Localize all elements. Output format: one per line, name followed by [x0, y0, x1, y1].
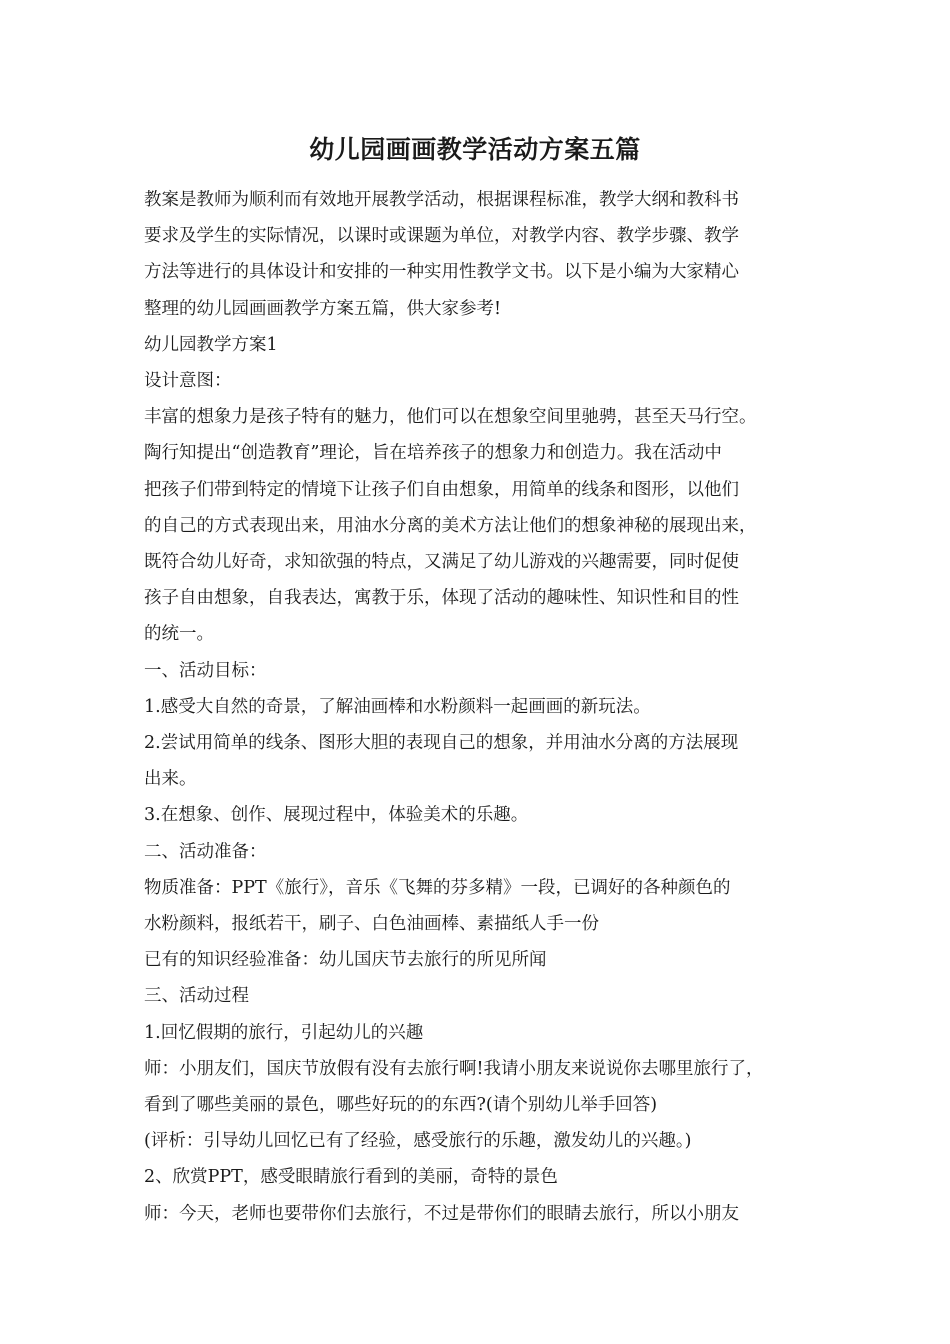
text-line: 看到了哪些美丽的景色，哪些好玩的的东西?(请个别幼儿举手回答)	[144, 1095, 658, 1116]
text-line: 3.在想象、创作、展现过程中，体验美术的乐趣。	[144, 805, 529, 826]
text-line: 设计意图：	[144, 371, 232, 392]
text-line: 孩子自由想象，自我表达，寓教于乐，体现了活动的趣味性、知识性和目的性	[144, 588, 739, 609]
text-line: 水粉颜料，报纸若干，刷子、白色油画棒、素描纸人手一份	[144, 914, 599, 935]
text-line: 1.回忆假期的旅行，引起幼儿的兴趣	[144, 1022, 424, 1043]
text-line: 1.感受大自然的奇景，了解油画棒和水粉颜料一起画画的新玩法。	[144, 696, 651, 717]
text-line: 物质准备：PPT《旅行》，音乐《飞舞的芬多精》一段，已调好的各种颜色的	[144, 877, 731, 898]
text-line: 三、活动过程	[144, 986, 249, 1007]
text-line: 要求及学生的实际情况，以课时或课题为单位，对教学内容、教学步骤、教学	[144, 226, 739, 247]
text-line: 既符合幼儿好奇，求知欲强的特点，又满足了幼儿游戏的兴趣需要，同时促使	[144, 552, 739, 573]
text-line: 的统一。	[144, 624, 214, 645]
text-line: 出来。	[144, 769, 197, 790]
text-line: 陶行知提出“创造教育”理论，旨在培养孩子的想象力和创造力。我在活动中	[144, 443, 722, 464]
text-line: 方法等进行的具体设计和安排的一种实用性教学文书。以下是小编为大家精心	[144, 262, 739, 283]
text-line: 一、活动目标：	[144, 660, 267, 681]
text-line: 师：小朋友们，国庆节放假有没有去旅行啊!我请小朋友来说说你去哪里旅行了，	[144, 1058, 764, 1079]
text-line: 师：今天，老师也要带你们去旅行，不过是带你们的眼睛去旅行，所以小朋友	[144, 1203, 739, 1224]
document-title: 幼儿园画画教学活动方案五篇	[309, 135, 641, 164]
text-line: 幼儿园教学方案1	[144, 334, 278, 355]
text-line: 2、欣赏PPT，感受眼睛旅行看到的美丽，奇特的景色	[144, 1167, 558, 1188]
text-line: (评析：引导幼儿回忆已有了经验，感受旅行的乐趣，激发幼儿的兴趣。)	[144, 1131, 692, 1152]
text-line: 2.尝试用简单的线条、图形大胆的表现自己的想象，并用油水分离的方法展现	[144, 733, 739, 754]
text-line: 教案是教师为顺利而有效地开展教学活动，根据课程标准，教学大纲和教科书	[144, 190, 739, 210]
document-body	[144, 182, 834, 1232]
text-line: 二、活动准备：	[144, 841, 267, 862]
text-line: 整理的幼儿园画画教学方案五篇，供大家参考!	[144, 298, 502, 319]
text-line: 丰富的想象力是孩子特有的魅力，他们可以在想象空间里驰骋，甚至天马行空。	[144, 407, 757, 428]
text-line: 的自己的方式表现出来，用油水分离的美术方法让他们的想象神秘的展现出来，	[144, 515, 757, 536]
text-line: 把孩子们带到特定的情境下让孩子们自由想象，用简单的线条和图形，以他们	[144, 479, 739, 500]
text-line: 已有的知识经验准备：幼儿国庆节去旅行的所见所闻	[144, 950, 547, 971]
